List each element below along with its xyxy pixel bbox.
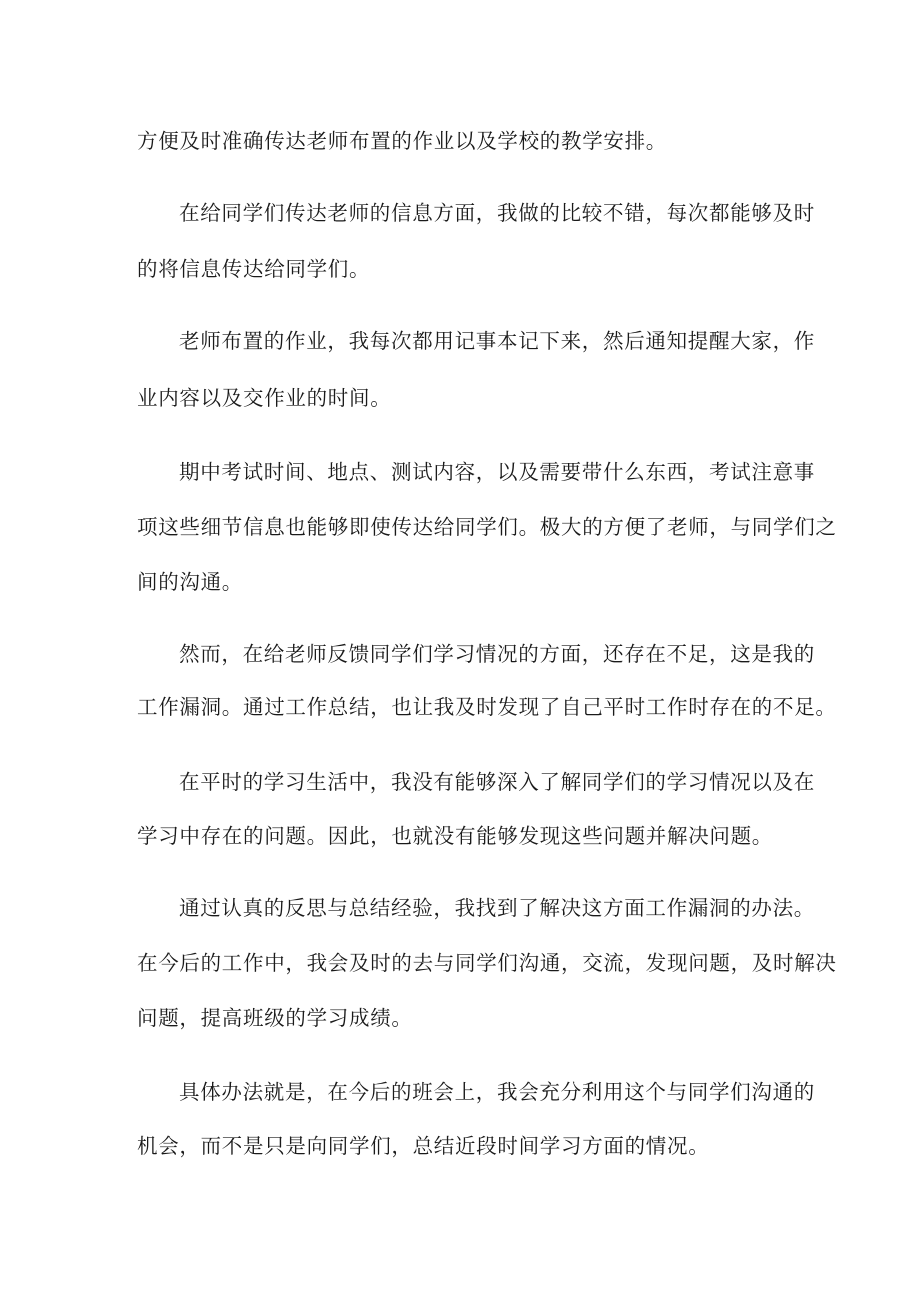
paragraph-line: 项这些细节信息也能够即使传达给同学们。极大的方便了老师，与同学们之	[137, 515, 837, 539]
paragraph-line: 方便及时准确传达老师布置的作业以及学校的教学安排。	[137, 129, 667, 153]
paragraph-line: 学习中存在的问题。因此，也就没有能够发现这些问题并解决问题。	[137, 824, 773, 848]
paragraph-line: 具体办法就是，在今后的班会上，我会充分利用这个与同学们沟通的	[179, 1080, 815, 1104]
paragraph-line: 老师布置的作业，我每次都用记事本记下来，然后通知提醒大家，作	[179, 329, 815, 353]
paragraph-line: 问题，提高班级的学习成绩。	[137, 1006, 413, 1030]
paragraph-line: 在今后的工作中，我会及时的去与同学们沟通，交流，发现问题，及时解决	[137, 951, 837, 975]
paragraph-line: 机会，而不是只是向同学们，总结近段时间学习方面的情况。	[137, 1134, 710, 1158]
paragraph-line: 业内容以及交作业的时间。	[137, 386, 392, 410]
paragraph-line: 的将信息传达给同学们。	[137, 257, 371, 281]
paragraph-line: 然而，在给老师反馈同学们学习情况的方面，还存在不足，这是我的	[179, 642, 815, 666]
paragraph-line: 工作漏洞。通过工作总结，也让我及时发现了自己平时工作时存在的不足。	[137, 695, 837, 719]
paragraph-line: 通过认真的反思与总结经验，我找到了解决这方面工作漏洞的办法。	[179, 896, 815, 920]
paragraph-line: 在平时的学习生活中，我没有能够深入了解同学们的学习情况以及在	[179, 770, 815, 794]
paragraph-line: 在给同学们传达老师的信息方面，我做的比较不错，每次都能够及时	[179, 201, 815, 225]
paragraph-line: 间的沟通。	[137, 570, 243, 594]
paragraph-line: 期中考试时间、地点、测试内容，以及需要带什么东西，考试注意事	[179, 460, 815, 484]
